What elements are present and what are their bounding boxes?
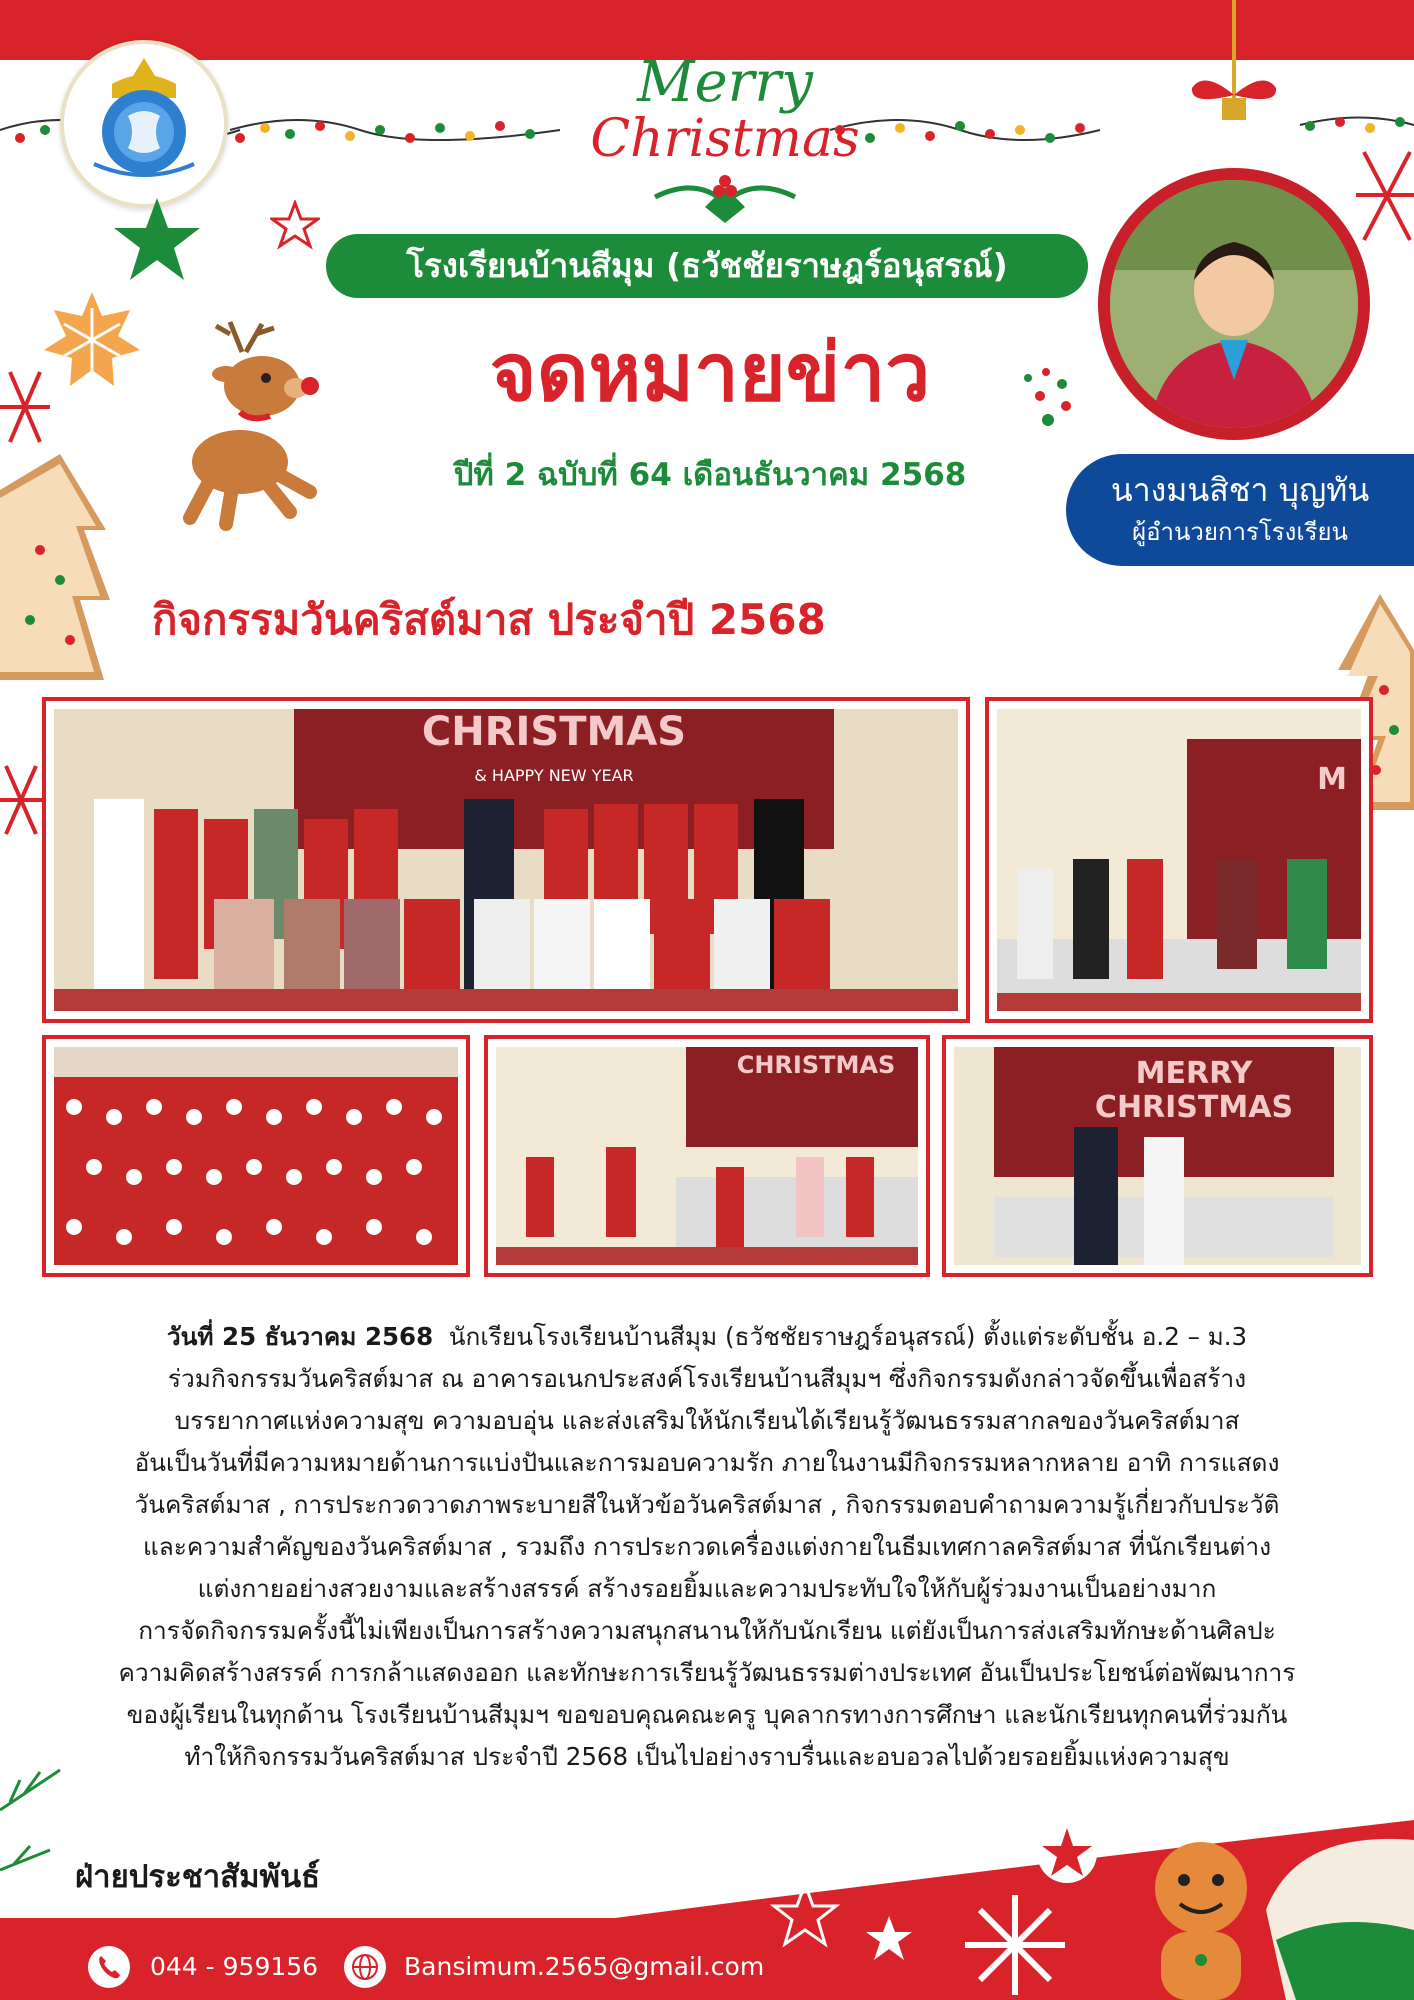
photo-stage: [985, 697, 1373, 1023]
phone-number[interactable]: 044 - 959156: [150, 1952, 319, 1981]
school-name: โรงเรียนบ้านสีมุม (ธวัชชัยราษฎร์อนุสรณ์): [326, 234, 1088, 298]
banner-text: CHRISTMAS: [421, 709, 687, 755]
holly-icon: [635, 167, 815, 227]
star-outline-icon: [270, 200, 320, 250]
globe-icon: [344, 1946, 386, 1988]
bow-icon: [1186, 70, 1282, 120]
director-photo: [1110, 180, 1358, 428]
cupcake-icon: [1256, 1820, 1414, 2000]
star-icon: [112, 196, 202, 282]
article-line: ของผู้เรียนในทุกด้าน โรงเรียนบ้านสีมุมฯ ขอขอบคุณคณะครู บุคลากรทางการศึกษา และนักเรียนทุกคนที่ร่วมกัน: [126, 1700, 1288, 1729]
article-line: แต่งกายอย่างสวยงามและสร้างสรรค์ สร้างรอยยิ้มและความประทับใจให้กับผู้ร่วมงานเป็นอย่างมาก: [197, 1574, 1217, 1603]
phone-icon: [88, 1946, 130, 1988]
photo-dance: [484, 1035, 930, 1277]
merry-christmas-logo: [560, 50, 890, 231]
photo-award: [942, 1035, 1373, 1277]
activity-title: กิจกรรมวันคริสต์มาส ประจำปี 2568: [152, 595, 826, 644]
snowflake-icon: [0, 760, 46, 840]
school-logo: [60, 40, 228, 208]
director-name: นางมนสิชา บุญทัน: [1110, 471, 1370, 509]
article-line: อันเป็นวันที่มีความหมายด้านการแบ่งปันและการมอบความรัก ภายในงานมีกิจกรรมหลากหลาย อาทิ การแสดง: [134, 1448, 1280, 1477]
pr-department: ฝ่ายประชาสัมพันธ์: [75, 1859, 321, 1895]
issue-info: ปีที่ 2 ฉบับที่ 64 เดือนธันวาคม 2568: [453, 457, 967, 493]
article-date: วันที่ 25 ธันวาคม 2568: [166, 1322, 434, 1351]
tree-cookie-icon: [0, 450, 110, 690]
star-outline-icon: [770, 1880, 840, 1950]
article-line: บรรยากาศแห่งความสุข ความอบอุ่น และส่งเสริมให้นักเรียนได้เรียนรู้วัฒนธรรมสากลของวันคริสต์มาส: [174, 1406, 1240, 1435]
article-line: ร่วมกิจกรรมวันคริสต์มาส ณ อาคารอเนกประสงค์โรงเรียนบ้านสีมุมฯ ซึ่งกิจกรรมดังกล่าวจัดขึ้นเพื่อสร้าง: [167, 1364, 1247, 1393]
star-badge-icon: [1034, 1820, 1100, 1886]
email-address[interactable]: Bansimum.2565@gmail.com: [404, 1952, 765, 1981]
banner-text: CHRISTMAS: [1094, 1090, 1294, 1125]
banner-text: CHRISTMAS: [736, 1051, 896, 1079]
photo-crowd: [42, 1035, 470, 1277]
reindeer-icon: [170, 312, 330, 532]
article-line: วันที่ 25 ธันวาคม 2568 นักเรียนโรงเรียนบ้านสีมุม (ธวัชชัยราษฎร์อนุสรณ์) ตั้งแต่ระดับชั้น อ.2 – ม.3: [166, 1322, 1248, 1351]
article-line: วันคริสต์มาส , การประกวดวาดภาพระบายสีในหัวข้อวันคริสต์มาส , กิจกรรมตอบคำถามความรู้เกี่ยวกับประวัติ: [134, 1490, 1280, 1519]
article-line: การจัดกิจกรรมครั้งนี้ไม่เพียงเป็นการสร้างความสนุกสนานให้กับนักเรียน แต่ยังเป็นการส่งเสริมทักษะด้านศิลปะ: [138, 1616, 1276, 1645]
newsletter-title: จดหมายข่าว: [489, 326, 931, 419]
christmas-text: Christmas: [590, 109, 860, 169]
star-icon: [864, 1914, 914, 1964]
article-line: ความคิดสร้างสรรค์ การกล้าแสดงออก และทักษะการเรียนรู้วัฒนธรรมต่างประเทศ อันเป็นประโยชน์ต่อพัฒนาการ: [118, 1658, 1296, 1687]
pine-branch-icon: [0, 1750, 70, 1890]
gingerbread-icon: [1136, 1836, 1266, 2000]
merry-text: Merry: [637, 50, 813, 115]
svg-text:M: M: [1317, 762, 1347, 797]
banner-text: MERRY: [1135, 1056, 1253, 1091]
snowflake-icon: [1352, 140, 1414, 250]
article-body: [40, 1316, 1374, 1778]
snowflake-icon: [0, 362, 56, 452]
article-line: ทำให้กิจกรรมวันคริสต์มาส ประจำปี 2568 เป็นไปอย่างราบรื่นและอบอวลไปด้วยรอยยิ้มแห่งความสุข: [184, 1742, 1230, 1771]
article-line: และความสำคัญของวันคริสต์มาส , รวมถึง การประกวดเครื่องแต่งกายในธีมเทศกาลคริสต์มาส ที่นักเรียนต่าง: [142, 1532, 1272, 1561]
director-role: ผู้อำนวยการโรงเรียน: [1132, 518, 1348, 546]
photo-group: [42, 697, 970, 1023]
director-label: [1066, 454, 1414, 566]
snowflake-icon: [960, 1890, 1070, 2000]
banner-subtext: & HAPPY NEW YEAR: [474, 766, 634, 785]
